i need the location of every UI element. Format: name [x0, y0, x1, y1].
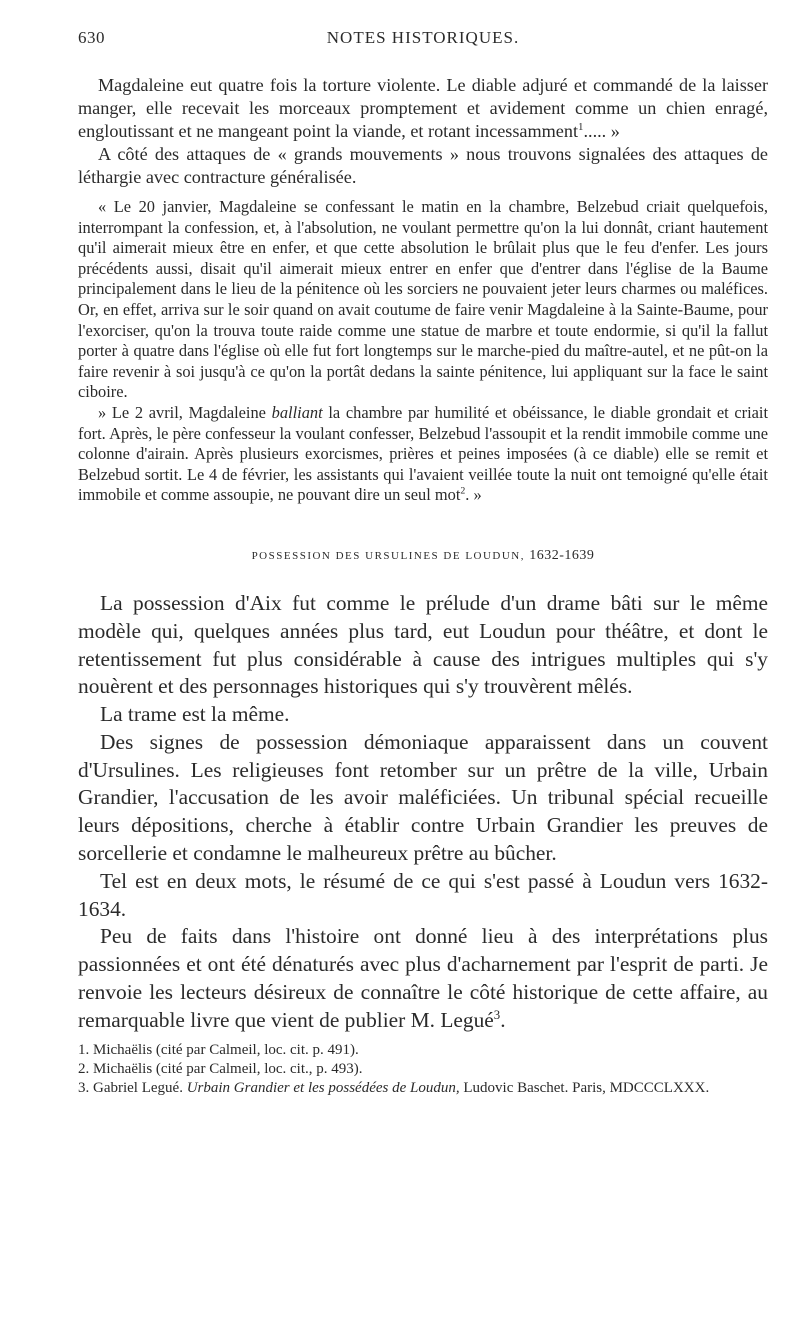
footnote-ref-3: 3 [493, 1007, 501, 1022]
main-paragraph-3: Des signes de possession démoniaque apparaissent dans un couvent d'Ursulines. Les religieuses font retomber sur un prêtre de la ville, Urbain Grandier, l'accusation de les avoir maléficiées. Un tribunal spécial recueille leurs dépositions, cherche à établir contre Urbain Grandier les preuves de sorcellerie et condamne le malheureux prêtre au bûcher. [78, 729, 768, 866]
footnote-ref-1: 1 [578, 120, 584, 133]
page-number: 630 [78, 28, 105, 47]
footnote-3-start: 3. Gabriel Legué. [78, 1079, 187, 1096]
section-heading [78, 548, 768, 564]
section-heading-title: POSSESSION DES URSULINES DE LOUDUN, [251, 549, 526, 562]
text-column [78, 74, 768, 1098]
main-paragraph-1: La possession d'Aix fut comme le prélude d'un drame bâti sur le même modèle qui, quelques années plus tard, eut Loudun pour théâtre, et dont le retentissement fut plus considérable à cause des intrigues multiples qui s'y nouèrent et des personnages historiques qui s'y trouvèrent mêlés. [78, 590, 768, 699]
footnote-1: 1. Michaëlis (cité par Calmeil, loc. cit. p. 491). [78, 1041, 359, 1058]
page-header [78, 28, 768, 58]
main-paragraph-5 [78, 923, 768, 1034]
intro-paragraph-1-text: Magdaleine eut quatre fois la torture violente. Le diable adjuré et commandé de la laisser manger, elle recevait les morceaux promptement et avidement comme un chien enragé, engloutissant et ne mangeant point la viande, et rotant incessamment [78, 75, 768, 141]
footnotes [78, 1041, 768, 1098]
quote-paragraph-2-text: la chambre par humilité et obéissance, le diable grondait et criait fort. Après, le père confesseur la voulant confesser, Belzebud l'assoupit et la rendit immobile comme une colonne d'airain. Après plusieurs exorcismes, prières et peines imposées (à ce diable) elle se remit et Belzebud sortit. Le 4 de février, les assistants qui l'avaient veillée toute la nuit ont temoigné qu'elle était immobile et comme assoupie, ne pouvant dire un seul mot [78, 402, 769, 505]
quote-paragraph-2-end: . » [465, 485, 482, 505]
intro-paragraph-1-end: ..... » [583, 121, 620, 141]
main-paragraph-2: La trame est la même. [100, 702, 290, 727]
footnote-2: 2. Michaëlis (cité par Calmeil, loc. cit., p. 493). [78, 1060, 363, 1077]
footnote-3-title: Urbain Grandier et les possédées de Loudun, [186, 1079, 460, 1096]
quote-italic-word: balliant [271, 402, 323, 422]
intro-paragraph-2: A côté des attaques de « grands mouvements » nous trouvons signalées des attaques de léthargie avec contracture généralisée. [78, 144, 768, 187]
spacer [78, 189, 768, 197]
main-paragraph-5-end: . [500, 1007, 506, 1032]
footnote-3 [78, 1079, 768, 1098]
quote-paragraph-2 [78, 403, 768, 506]
quote-paragraph-2-start: » Le 2 avril, Magdaleine [98, 402, 272, 422]
intro-paragraph-1 [78, 74, 768, 143]
section-heading-years: 1632-1639 [529, 547, 595, 563]
running-head: NOTES HISTORIQUES. [326, 28, 520, 47]
footnote-3-end: Ludovic Baschet. Paris, MDCCCLXXX. [459, 1079, 710, 1096]
quote-paragraph-1: « Le 20 janvier, Magdaleine se confessant le matin en la chambre, Belzebud criait quelquefois, interrompant la confession, et, à l'absolution, ne voulant permettre qu'on la lui donnât, criant hautement qu'il aimerait mieux être en enfer, et que cette absolution le brûlait plus que le feu d'enfer. Les jours précédents aussi, disait qu'il aimerait mieux entrer en enfer que d'entrer dans l'église de la Baume principalement dans le lieu de la pénitence où les sorciers ne pouvaient jeter leurs charmes ou maléfices. Or, en effet, arriva sur le soir quand on avait coutume de faire venir Magdaleine à la Sainte-Baume, pour l'exorciser, qu'on la trouva toute raide comme une statue de marbre et toute endormie, si qu'il la fallut porter à quatre dans l'église où elle fut fort longtemps sur le marche-pied du maître-autel, et ne pût-on la faire revenir à soi jusqu'à ce qu'on la portât dedans la sainte pénitence, lui appliquant sur la face le saint ciboire. [78, 197, 768, 402]
footnote-ref-2: 2 [460, 485, 466, 497]
main-paragraph-5-text: Peu de faits dans l'histoire ont donné lieu à des interprétations plus passionnées et ont été dénaturés avec plus d'acharnement par l'esprit de parti. Je renvoie les lecteurs désireux de connaître le côté historique de cette affaire, au remarquable livre que vient de publier M. Legué [78, 924, 768, 1032]
main-paragraph-4: Tel est en deux mots, le résumé de ce qui s'est passé à Loudun vers 1632-1634. [78, 868, 768, 921]
